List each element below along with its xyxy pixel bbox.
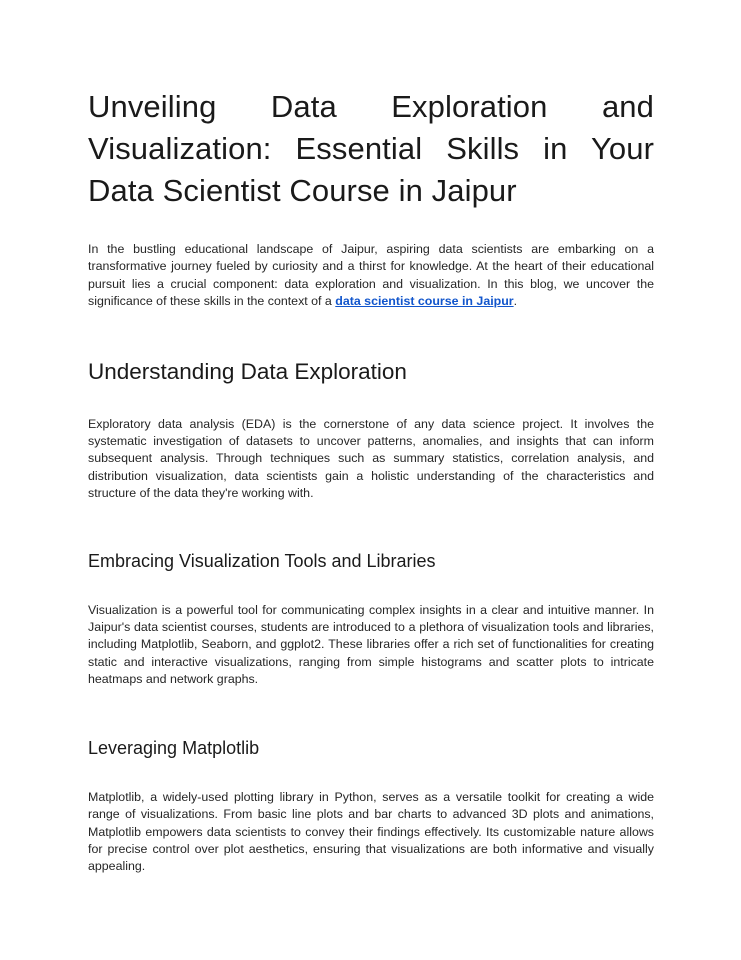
intro-paragraph bbox=[88, 241, 654, 311]
intro-text: In the bustling educational landscape of Jaipur, aspiring data scientists are embarking on a transformative journey fueled by curiosity and a thirst for knowledge. At the heart of their educational pursuit lies a crucial component: data exploration and visualization. In this blog, we uncover the significance of these skills in the context of a bbox=[88, 242, 654, 309]
page-title: Unveiling Data Exploration and Visualization: Essential Skills in Your Data Scientist Course in Jaipur bbox=[88, 89, 654, 208]
section-heading-matplotlib: Leveraging Matplotlib bbox=[88, 737, 260, 758]
document-page bbox=[88, 86, 654, 876]
section-heading-visualization-tools: Embracing Visualization Tools and Libraries bbox=[88, 550, 436, 571]
section-body-visualization-tools: Visualization is a powerful tool for communicating complex insights in a clear and intuitive manner. In Jaipur's data scientist courses, students are introduced to a plethora of visualization tools and libraries, including Matplotlib, Seaborn, and ggplot2. These libraries offer a rich set of functionalities for creating static and interactive visualizations, ranging from simple histograms and scatter plots to intricate heatmaps and network graphs. bbox=[88, 602, 654, 687]
course-link[interactable]: data scientist course in Jaipur bbox=[335, 294, 514, 309]
section-body-matplotlib: Matplotlib, a widely-used plotting library in Python, serves as a versatile toolkit for creating a wide range of visualizations. From basic line plots and bar charts to advanced 3D plots and animations, Matplotlib empowers data scientists to convey their findings effectively. Its customizable nature allows for precise control over plot aesthetics, ensuring that visualizations are both informative and visually appealing. bbox=[88, 789, 654, 874]
intro-text-end: . bbox=[513, 294, 518, 309]
section-heading-data-exploration: Understanding Data Exploration bbox=[88, 358, 407, 384]
section-body-data-exploration: Exploratory data analysis (EDA) is the cornerstone of any data science project. It involves the systematic investigation of datasets to uncover patterns, anomalies, and insights that can inform subsequent analysis. Through techniques such as summary statistics, correlation analysis, and distribution visualization, data scientists gain a holistic understanding of the characteristics and structure of the data they're working with. bbox=[88, 416, 654, 501]
